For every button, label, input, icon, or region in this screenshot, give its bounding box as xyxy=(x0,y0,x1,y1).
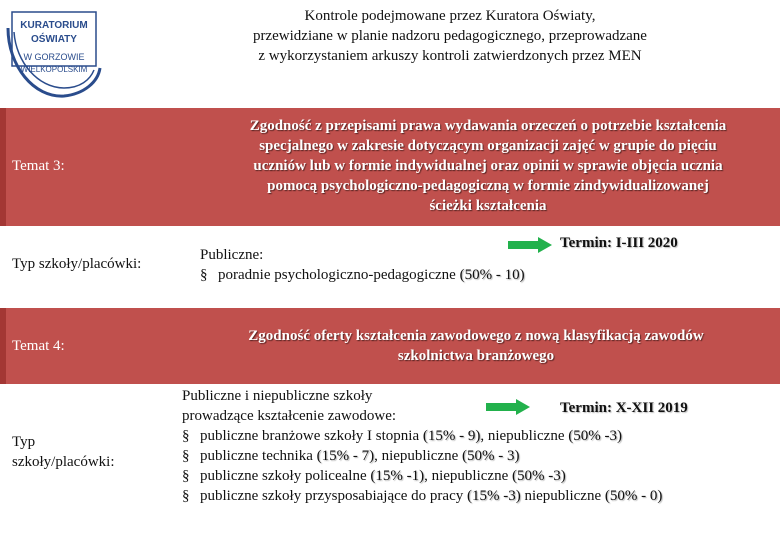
title-line: z wykorzystaniem arkuszy kontroli zatwierdzonych przez MEN xyxy=(258,48,642,64)
school4-list xyxy=(182,386,662,506)
topic4-line: Zgodność oferty kształcenia zawodowego z nową klasyfikacją zawodów xyxy=(248,328,704,344)
topic3-line: uczniów lub w formie indywidualnej oraz opinii w sprawie objęcia ucznia xyxy=(253,158,723,174)
list-item: § publiczne szkoły przysposabiające do pracy (15% -3) niepubliczne (50% - 0) xyxy=(182,488,663,504)
school4-heading: Publiczne i niepubliczne szkoły xyxy=(182,388,373,404)
bullet-icon: § xyxy=(200,267,208,283)
list-item: § poradnie psychologiczno-pedagogiczne (50% - 10) xyxy=(200,267,525,283)
bullet-icon: § xyxy=(182,428,190,444)
school3-row xyxy=(0,226,780,308)
topic4-line: szkolnictwa branżowego xyxy=(397,348,555,364)
topic3-line: Zgodność z przepisami prawa wydawania orzeczeń o potrzebie kształcenia xyxy=(249,118,727,134)
school4-termin: Termin: X-XII 2019 xyxy=(560,400,688,416)
kuratorium-logo xyxy=(4,6,104,102)
topic3-line: specjalnego w zakresie dotyczącym organizacji zajęć w grupie do pięciu xyxy=(259,138,717,154)
school3-termin: Termin: I-III 2020 xyxy=(560,235,678,251)
row-accent-bar xyxy=(0,108,6,226)
title-line: Kontrole podejmowane przez Kuratora Oświaty, xyxy=(304,8,596,24)
bullet-icon: § xyxy=(182,448,190,464)
topic4-label: Temat 4: xyxy=(12,338,65,354)
logo-line2: OŚWIATY xyxy=(31,34,77,45)
topic4-row xyxy=(0,308,780,384)
list-item: § publiczne szkoły policealne (15% -1), niepubliczne (50% -3) xyxy=(182,468,566,484)
school3-label: Typ szkoły/placówki: xyxy=(12,256,142,272)
topic3-line: pomocą psychologiczno-pedagogiczną w formie zindywidualizowanej xyxy=(267,178,709,194)
school3-list xyxy=(200,245,525,285)
school4-heading: prowadzące kształcenie zawodowe: xyxy=(182,408,397,424)
school4-label: Typ szkoły/placówki: xyxy=(12,434,115,470)
logo-line4: WIELKOPOLSKIM xyxy=(20,65,88,74)
topic3-label: Temat 3: xyxy=(12,158,65,174)
topic3-line: ścieżki kształcenia xyxy=(429,198,547,214)
bullet-icon: § xyxy=(182,488,190,504)
topic3-row xyxy=(0,108,780,226)
topic3-description xyxy=(196,116,780,216)
logo-line1: KURATORIUM xyxy=(20,20,88,31)
list-item: § publiczne branżowe szkoły I stopnia (15% - 9), niepubliczne (50% -3) xyxy=(182,428,622,444)
topic4-description xyxy=(196,326,756,366)
row-accent-bar xyxy=(0,308,6,384)
bullet-icon: § xyxy=(182,468,190,484)
title-line: przewidziane w planie nadzoru pedagogicznego, przeprowadzane xyxy=(253,28,647,44)
logo-line3: W GORZOWIE xyxy=(23,52,85,62)
list-item: § publiczne technika (15% - 7), niepubliczne (50% - 3) xyxy=(182,448,520,464)
school4-row xyxy=(0,384,780,540)
page-title xyxy=(180,6,720,66)
school3-heading: Publiczne: xyxy=(200,247,264,263)
